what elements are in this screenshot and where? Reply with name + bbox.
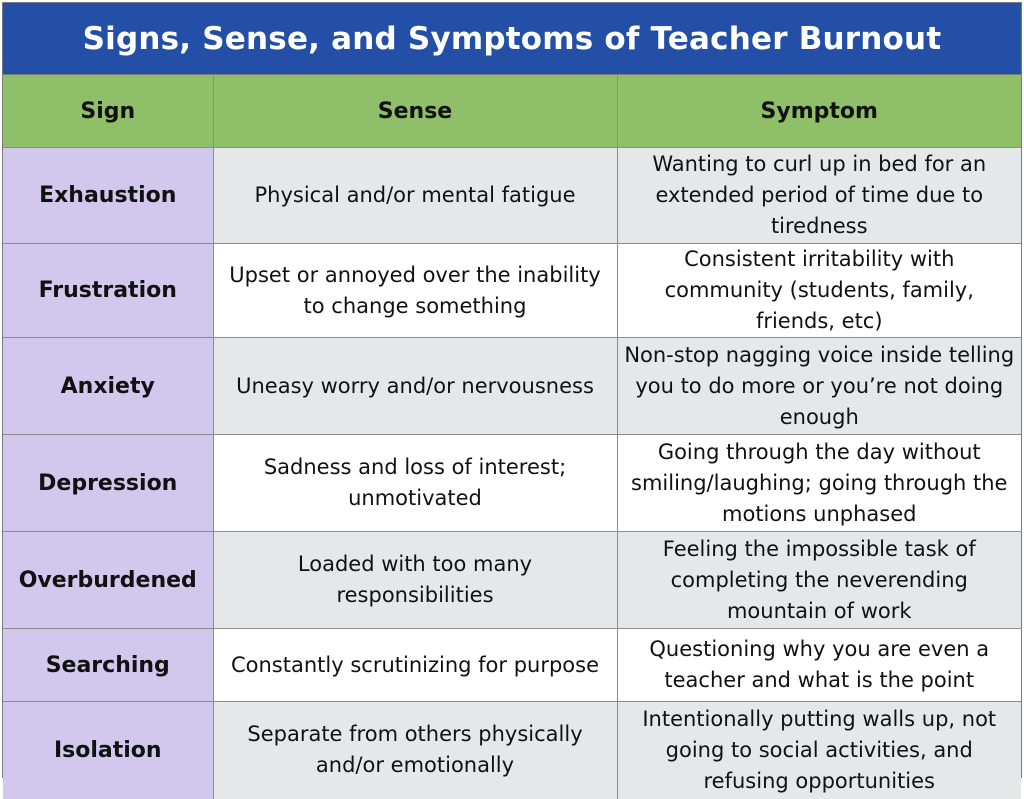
table-row xyxy=(3,435,1021,532)
symptom-cell: Wanting to curl up in bed for an extended period of time due to tiredness xyxy=(617,148,1021,244)
symptom-cell: Consistent irritability with community (students, family, friends, etc) xyxy=(617,244,1021,338)
sign-cell: Anxiety xyxy=(3,338,213,435)
sign-cell: Exhaustion xyxy=(3,148,213,244)
table-row xyxy=(3,338,1021,435)
symptom-cell: Non-stop nagging voice inside telling you to do more or you’re not doing enough xyxy=(617,338,1021,435)
sense-cell: Physical and/or mental fatigue xyxy=(213,148,617,244)
sign-cell: Frustration xyxy=(3,244,213,338)
table-row xyxy=(3,244,1021,338)
sense-cell: Upset or annoyed over the inability to change something xyxy=(213,244,617,338)
sign-cell: Isolation xyxy=(3,702,213,799)
header-sense: Sense xyxy=(213,75,617,148)
symptom-cell: Intentionally putting walls up, not going to social activities, and refusing opportunities xyxy=(617,702,1021,799)
sign-cell: Overburdened xyxy=(3,532,213,629)
symptom-cell: Feeling the impossible task of completing the neverending mountain of work xyxy=(617,532,1021,629)
table-row xyxy=(3,702,1021,799)
sense-cell: Uneasy worry and/or nervousness xyxy=(213,338,617,435)
sign-cell: Depression xyxy=(3,435,213,532)
sign-cell: Searching xyxy=(3,629,213,702)
burnout-table xyxy=(3,75,1021,799)
page-title: Signs, Sense, and Symptoms of Teacher Burnout xyxy=(3,3,1021,75)
header-sign: Sign xyxy=(3,75,213,148)
burnout-table-card xyxy=(2,2,1022,793)
sense-cell: Separate from others physically and/or emotionally xyxy=(213,702,617,799)
header-row xyxy=(3,75,1021,148)
table-row xyxy=(3,532,1021,629)
symptom-cell: Going through the day without smiling/laughing; going through the motions unphased xyxy=(617,435,1021,532)
sense-cell: Constantly scrutinizing for purpose xyxy=(213,629,617,702)
sense-cell: Loaded with too many responsibilities xyxy=(213,532,617,629)
table-row xyxy=(3,148,1021,244)
header-symptom: Symptom xyxy=(617,75,1021,148)
table-row xyxy=(3,629,1021,702)
sense-cell: Sadness and loss of interest; unmotivated xyxy=(213,435,617,532)
symptom-cell: Questioning why you are even a teacher and what is the point xyxy=(617,629,1021,702)
